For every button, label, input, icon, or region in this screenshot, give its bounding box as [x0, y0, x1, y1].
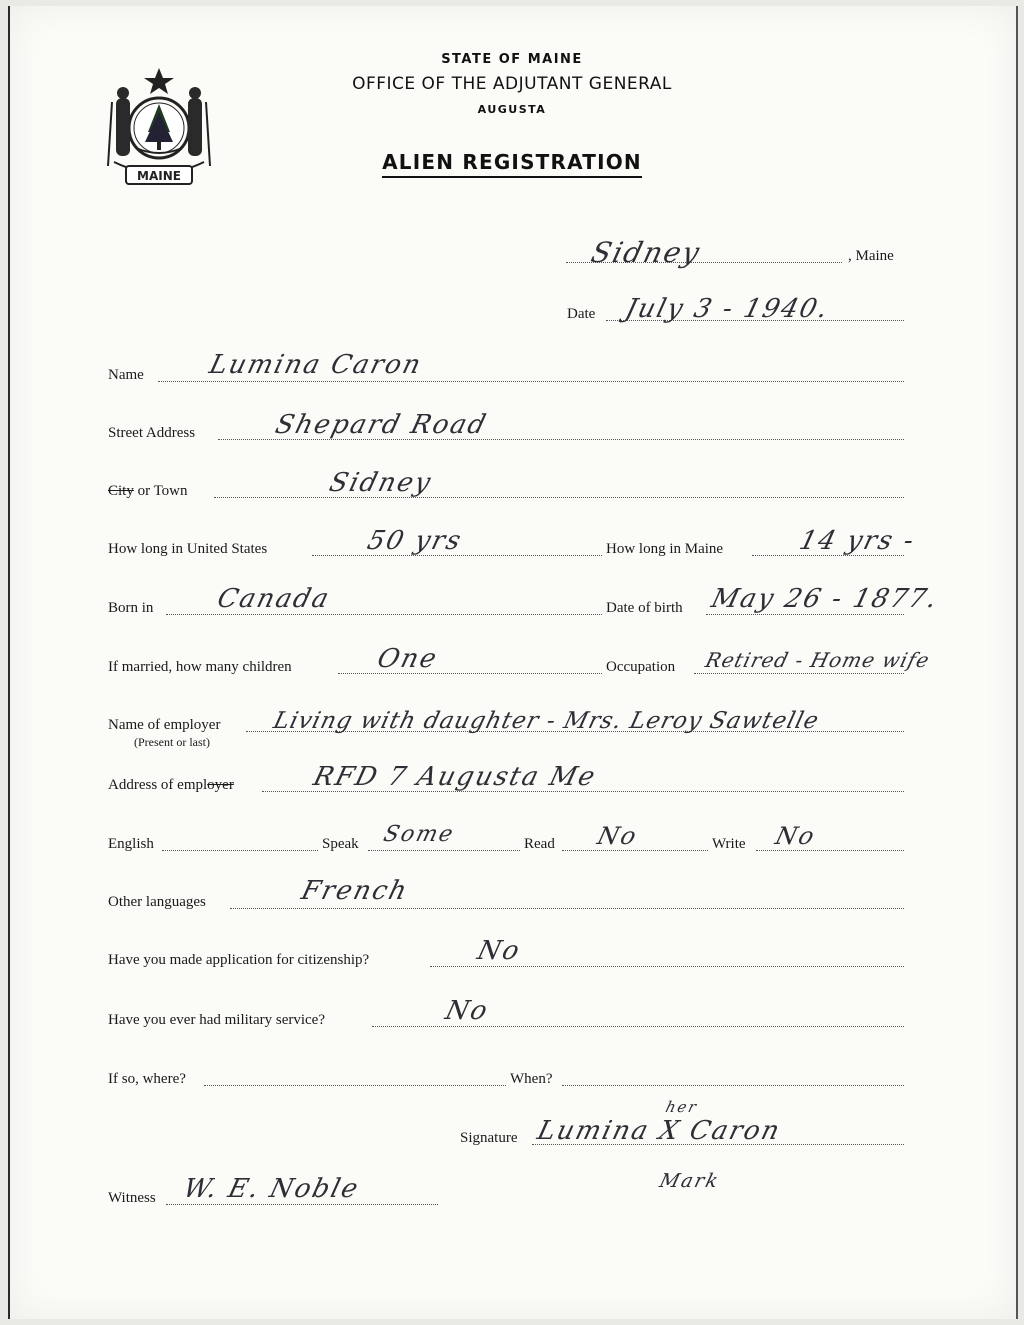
- dob-line: [706, 614, 904, 615]
- town-label: or Town: [137, 483, 188, 499]
- form-title-text: ALIEN REGISTRATION: [382, 150, 642, 178]
- read-label: Read: [524, 836, 555, 852]
- signature-value[interactable]: Lumina X Caron: [534, 1116, 785, 1146]
- employer-value[interactable]: Living with daughter - Mrs. Leroy Sawtelle: [270, 708, 822, 734]
- employer-sublabel: (Present or last): [134, 735, 210, 749]
- us-value[interactable]: 50 yrs: [364, 526, 466, 556]
- born-value[interactable]: Canada: [214, 584, 334, 614]
- citizenship-value[interactable]: No: [474, 936, 525, 966]
- dob-value[interactable]: May 26 - 1877.: [708, 584, 942, 614]
- header-city: AUGUSTA: [477, 103, 547, 116]
- where-label: If so, where?: [108, 1071, 186, 1087]
- witness-value[interactable]: W. E. Noble: [180, 1174, 363, 1204]
- date-label: Date: [567, 306, 596, 322]
- born-line: [166, 614, 602, 615]
- children-value[interactable]: One: [374, 644, 442, 674]
- military-value[interactable]: No: [442, 996, 493, 1026]
- name-value[interactable]: Lumina Caron: [206, 350, 426, 380]
- city-struck: City: [108, 483, 134, 499]
- town-value[interactable]: Sidney: [326, 468, 436, 498]
- speak-value[interactable]: Some: [380, 822, 458, 847]
- write-value[interactable]: No: [772, 822, 819, 850]
- employer-address-value[interactable]: RFD 7 Augusta Me: [310, 762, 600, 792]
- military-label: Have you ever had military service?: [108, 1012, 325, 1028]
- citizenship-line: [430, 966, 904, 967]
- other-languages-line: [230, 908, 904, 909]
- employer-address-label-b: oyer: [207, 777, 234, 793]
- town-line: [214, 497, 904, 498]
- us-label: How long in United States: [108, 541, 268, 557]
- street-label: Street Address: [108, 425, 196, 441]
- where-line[interactable]: [204, 1085, 506, 1086]
- speak-label: Speak: [322, 836, 359, 852]
- street-value[interactable]: Shepard Road: [272, 410, 491, 440]
- write-label: Write: [712, 836, 746, 852]
- dob-label: Date of birth: [606, 600, 683, 616]
- employer-address-label-a: Address of empl: [108, 777, 208, 793]
- seal-motto: MAINE: [137, 169, 181, 183]
- employer-address-label: [108, 777, 234, 794]
- occupation-line: [694, 673, 904, 674]
- town-label-group: [108, 483, 188, 500]
- place-value[interactable]: Sidney: [587, 236, 705, 269]
- read-value[interactable]: No: [594, 822, 641, 850]
- signature-label: Signature: [460, 1130, 518, 1146]
- header-state: STATE OF MAINE: [441, 52, 583, 67]
- read-line: [562, 850, 708, 851]
- occupation-label: Occupation: [606, 659, 676, 675]
- other-languages-label: Other languages: [108, 894, 206, 910]
- witness-label: Witness: [108, 1190, 156, 1206]
- born-label: Born in: [108, 600, 154, 616]
- english-label: English: [108, 836, 154, 852]
- witness-line: [166, 1204, 438, 1205]
- other-languages-value[interactable]: French: [298, 876, 412, 906]
- maine-stay-label: How long in Maine: [606, 541, 724, 557]
- form-title: [0, 150, 1024, 174]
- write-line: [756, 850, 904, 851]
- children-label: If married, how many children: [108, 659, 292, 675]
- maine-stay-value[interactable]: 14 yrs -: [796, 526, 919, 556]
- signature-mark-note: Mark: [657, 1170, 723, 1192]
- when-label: When?: [510, 1071, 553, 1087]
- name-label: Name: [108, 367, 144, 383]
- maine-label: , Maine: [848, 248, 894, 264]
- signature-her-note: her: [663, 1098, 700, 1116]
- military-line: [372, 1026, 904, 1027]
- speak-line: [368, 850, 520, 851]
- when-line[interactable]: [562, 1085, 904, 1086]
- citizenship-label: Have you made application for citizenship?: [108, 952, 370, 968]
- occupation-value[interactable]: Retired - Home wife: [703, 648, 933, 672]
- date-value[interactable]: July 3 - 1940.: [622, 294, 833, 324]
- header-office: OFFICE OF THE ADJUTANT GENERAL: [352, 74, 672, 94]
- employer-label: Name of employer: [108, 717, 221, 733]
- english-line: [162, 850, 318, 851]
- name-line: [158, 381, 904, 382]
